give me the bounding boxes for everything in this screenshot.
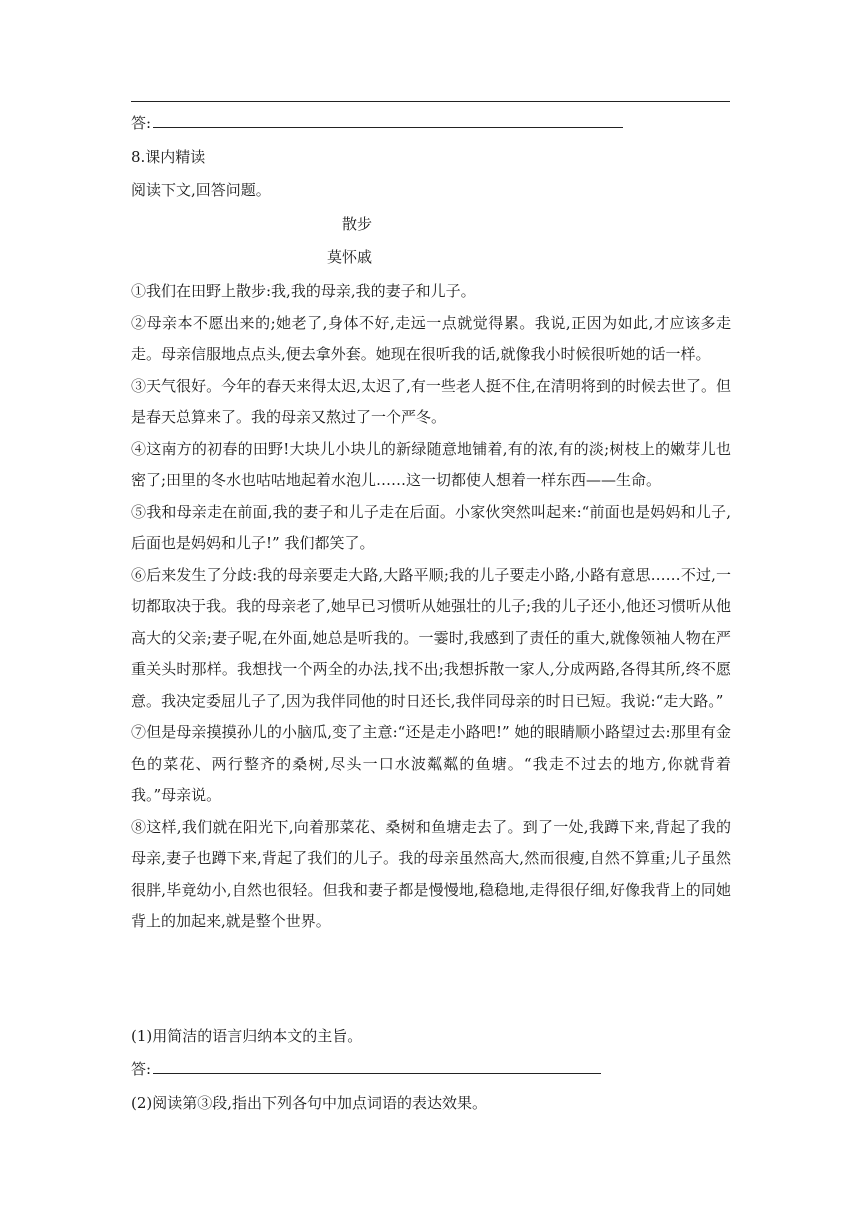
answer-blank[interactable] [153,1059,601,1074]
essay-author: 莫怀戚 [327,248,373,266]
answer-label: 答: [131,114,152,132]
instruction-text: 阅读下文,回答问题。 [131,181,271,199]
paragraph-8: ⑧这样,我们就在阳光下,向着那菜花、桑树和鱼塘走去了。到了一处,我蹲下来,背起了我的母亲,妻子也蹲下来,背起了我们的儿子。我的母亲虽然高大,然而很瘦,自然不算重;儿子虽然很胖,毕竟幼小,自然也很轻。但我和妻子都是慢慢地,稳稳地,走得很仔细,好像我背上的同她背上的加起来,就是整个世界。 [131,817,731,930]
paragraph-6: ⑥后来发生了分歧:我的母亲要走大路,大路平顺;我的儿子要走小路,小路有意思……不过,一切都取决于我。我的母亲老了,她早已习惯听从她强壮的儿子;我的儿子还小,他还习惯听从他高大的父亲;妻子呢,在外面,她总是听我的。一霎时,我感到了责任的重大,就像领袖人物在严重关头时那样。我想找一个两全的办法,找不出;我想拆散一家人,分成两路,各得其所,终不愿意。我决定委屈儿子了,因为我伴同他的时日还长,我伴同母亲的时日已短。我说:“走大路。” [131,565,731,710]
essay-title: 散步 [342,215,373,233]
question-1: (1)用简洁的语言归纳本文的主旨。 [131,1027,363,1045]
essay-body [131,276,731,938]
answer-label: 答: [131,1060,152,1078]
paragraph-1: ①我们在田野上散步:我,我的母亲,我的妻子和儿子。 [131,282,476,300]
paragraph-2: ②母亲本不愿出来的;她老了,身体不好,走远一点就觉得累。我说,正因为如此,才应该多走走。母亲信服地点点头,便去拿外套。她现在很听我的话,就像我小时候很听她的话一样。 [131,313,731,363]
paragraph-4: ④这南方的初春的田野!大块儿小块儿的新绿随意地铺着,有的浓,有的淡;树枝上的嫩芽儿也密了;田里的冬水也咕咕地起着水泡儿……这一切都使人想着一样东西——生命。 [131,439,731,489]
section-heading: 8.课内精读 [131,148,206,166]
question-2: (2)阅读第③段,指出下列各句中加点词语的表达效果。 [131,1094,488,1112]
answer-blank[interactable] [153,113,623,128]
answer-row-2 [131,1059,601,1079]
paragraph-5: ⑤我和母亲走在前面,我的妻子和儿子走在后面。小家伙突然叫起来:“前面也是妈妈和儿子,后面也是妈妈和儿子!” 我们都笑了。 [131,502,731,552]
answer-row-1 [131,113,623,133]
answer-line-top [131,101,730,102]
paragraph-7: ⑦但是母亲摸摸孙儿的小脑瓜,变了主意:“还是走小路吧!” 她的眼睛顺小路望过去:那里有金色的菜花、两行整齐的桑树,尽头一口水波粼粼的鱼塘。“我走不过去的地方,你就背着我。”母亲说。 [131,723,731,804]
paragraph-3: ③天气很好。今年的春天来得太迟,太迟了,有一些老人挺不住,在清明将到的时候去世了。但是春天总算来了。我的母亲又熬过了一个严冬。 [131,376,731,426]
